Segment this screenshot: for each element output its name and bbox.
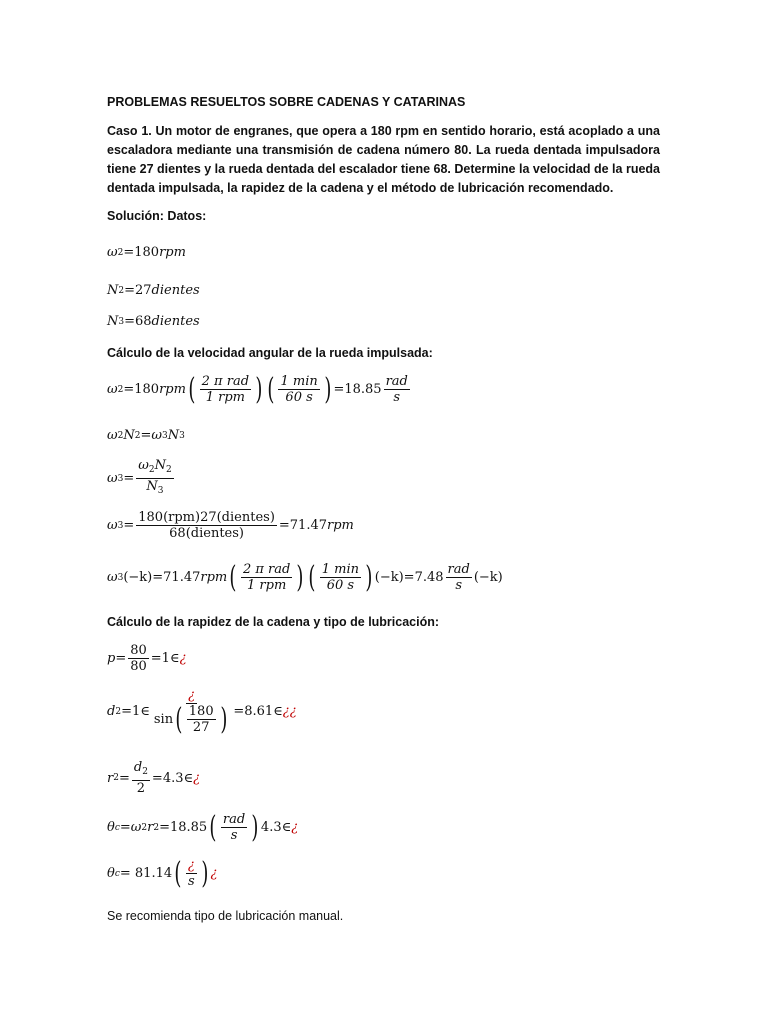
equation-n2: N 2 =27 dientes — [107, 283, 200, 298]
equation-pitch-diameter: d 2 =1∈ ¿ sin ( $\frac{180}{27}$ ) =8.61∈ ¿¿ — [107, 688, 297, 735]
problem-statement: Caso 1. Un motor de engranes, que opera a 180 rpm en sentido horario, está acoplado a una escaladora mediante una transmisión de cadena número 80. La rueda dentada impulsadora tiene 27 dientes y la rueda dentada del escalador tiene 68. Determine la velocidad de la rueda dentada impulsada, la rapidez de la cadena y el método de lubricación recomendado. — [107, 124, 660, 195]
equation-omega3-formula: ω 3 = $\frac{\omega_2N_2}{N_3}$ — [107, 458, 172, 496]
equation-radius: r 2 = $\frac{d_2}{2}$ =4.3∈ ¿ — [107, 760, 201, 796]
equation-n3: N 3 =68 dientes — [107, 314, 200, 329]
equation-pitch: p= $\frac{80}{80}$ =1∈ ¿ — [107, 643, 187, 674]
equation-speed-ratio: ω 2 N 2 = ω 3 N 3 — [107, 428, 185, 443]
section-chain-speed: Cálculo de la rapidez de la cadena y tipo de lubricación: — [107, 615, 440, 629]
equation-omega3-value: ω 3 = $\frac{\text{180(rpm)27(dientes)}}{\text{68(dientes)}}$ =71.47 rpm — [107, 510, 354, 541]
document-title: PROBLEMAS RESUELTOS SOBRE CADENAS Y CATARINAS — [107, 95, 466, 109]
solution-label: Solución: Datos: — [107, 209, 207, 223]
equation-chain-velocity-result: θ c = 81.14 ( $\frac{¿}{s}$ ) ¿ — [107, 858, 218, 889]
equation-omega2: ω 2 =180 rpm — [107, 245, 186, 260]
conclusion-text: Se recomienda tipo de lubricación manual. — [107, 909, 344, 923]
equation-omega3-conversion: ω 3 (−k)=71.47 rpm ( $\frac{\text{2 π rad}}{\text{1 rpm}}$ ) ( $\frac{1 \min}{60 s}$ ) (−k)=7.48 $\frac{\text{rad}}{s}$ (−k) — [107, 562, 503, 593]
section-angular-velocity: Cálculo de la velocidad angular de la rueda impulsada: — [107, 346, 433, 360]
equation-chain-velocity: θ c = ω 2 r 2 =18.85 ( $\frac{\text{rad}}{s}$ ) 4.3∈ ¿ — [107, 812, 298, 843]
equation-omega2-conversion: ω 2 =180 rpm ( $\frac{\text{2 π rad}}{\text{1 rpm}}$ ) ( $\frac{1 \min}{60 s}$ ) =18.85 $\frac{\text{rad}}{s}$ — [107, 374, 412, 405]
